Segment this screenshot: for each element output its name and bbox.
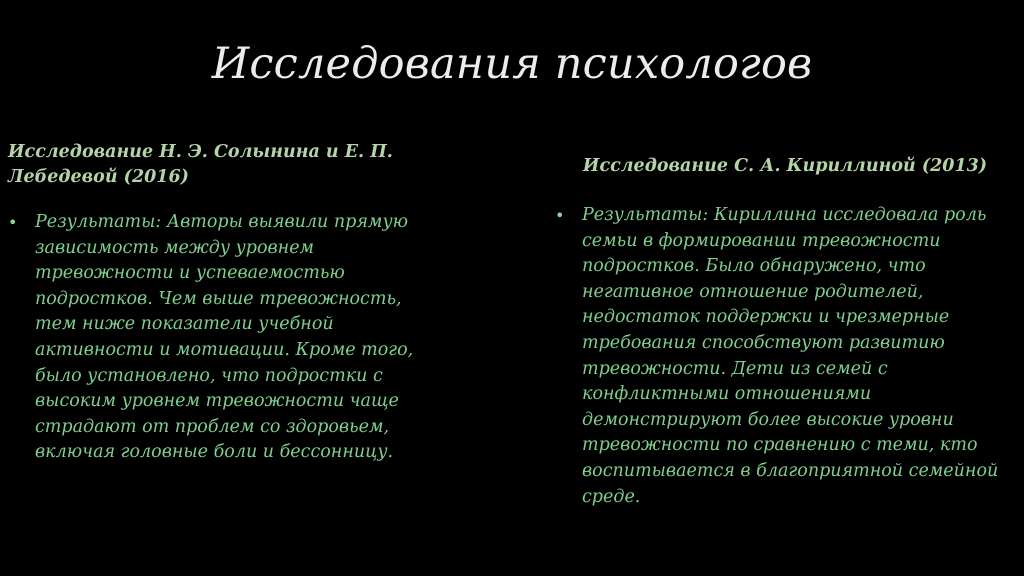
left-bullet-list (8, 210, 428, 466)
right-column-heading: Исследование С. А. Кириллиной (2013) (582, 156, 988, 176)
bullet-icon: • (555, 206, 565, 225)
left-column-heading: Исследование Н. Э. Солынина и Е. П. Лебедевой (2016) (8, 142, 393, 187)
bullet-icon: • (8, 213, 18, 232)
slide-title: Исследования психологов (211, 39, 813, 89)
right-bullet-text: Результаты: Кириллина исследовала роль семьи в формировании тревожности подростков. Было обнаружено, что негативное отношение родителей, недостаток поддержки и чрезмерные требования способствуют развитию тревожности. Дети из семей с конфликтными отношениями демонстрируют более высокие уровни тревожности по сравнению с теми, кто воспитывается в благоприятной семейной среде. (582, 205, 999, 507)
left-bullet-text: Результаты: Авторы выявили прямую зависимость между уровнем тревожности и успеваемостью подростков. Чем выше тревожность, тем ниже показатели учебной активности и мотивации. Кроме того, было установлено, что подростки с высоким уровнем тревожности чаще страдают от проблем со здоровьем, включая головные боли и бессонницу. (35, 212, 414, 463)
list-item (8, 210, 428, 466)
right-bullet-list (555, 203, 1015, 510)
list-item (555, 203, 1015, 510)
